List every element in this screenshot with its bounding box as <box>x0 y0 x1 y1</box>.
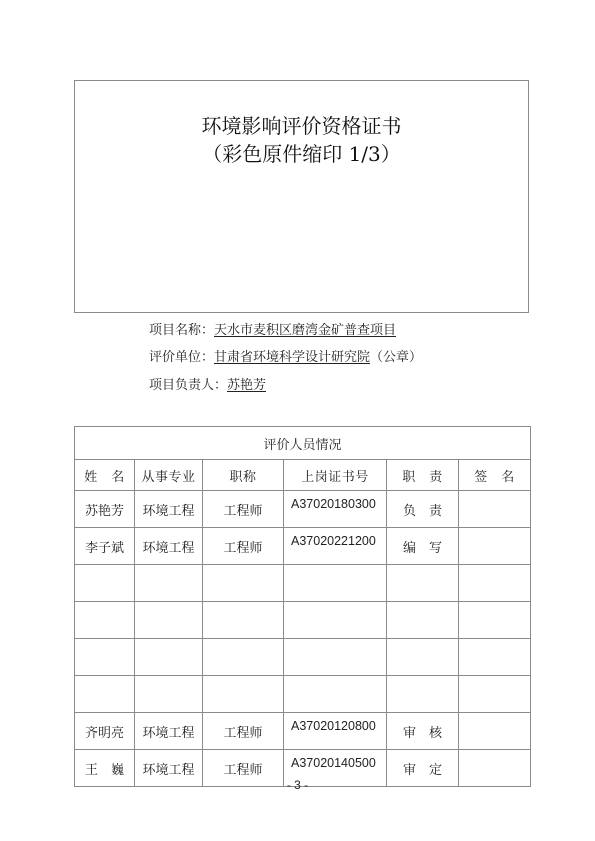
cell-duty <box>387 602 459 639</box>
header-certificate-no: 上岗证书号 <box>284 460 387 491</box>
cell-signature <box>459 528 531 565</box>
official-seal-note: （公章） <box>370 350 423 365</box>
header-signature: 签 名 <box>459 460 531 491</box>
cell-duty: 负 责 <box>387 491 459 528</box>
certificate-subtitle: （彩色原件缩印 1/3） <box>202 142 401 166</box>
cell-signature <box>459 676 531 713</box>
cell-specialty: 环境工程 <box>135 713 203 750</box>
cell-specialty <box>135 639 203 676</box>
cell-certificate-no <box>284 565 387 602</box>
cell-name <box>75 602 135 639</box>
cell-specialty: 环境工程 <box>135 528 203 565</box>
cell-name: 李子斌 <box>75 528 135 565</box>
cell-title <box>203 639 284 676</box>
page-number: - 3 - <box>286 778 309 792</box>
cell-duty <box>387 565 459 602</box>
evaluation-staff-table <box>74 426 531 787</box>
project-lead-label: 项目负责人： <box>149 378 228 393</box>
project-name-line <box>149 322 396 340</box>
project-name-label: 项目名称： <box>149 323 215 338</box>
cell-name <box>75 676 135 713</box>
project-lead-value: 苏艳芳 <box>227 378 267 393</box>
project-lead-line <box>149 377 266 395</box>
cell-title <box>203 602 284 639</box>
cell-title: 工程师 <box>203 713 284 750</box>
certificate-image-frame <box>74 80 529 313</box>
cell-specialty <box>135 565 203 602</box>
table-row <box>75 528 531 565</box>
table-caption: 评价人员情况 <box>75 427 531 460</box>
header-specialty: 从事专业 <box>135 460 203 491</box>
project-name-value: 天水市麦积区磨湾金矿普查项目 <box>214 323 397 338</box>
cell-name: 苏艳芳 <box>75 491 135 528</box>
cell-signature <box>459 713 531 750</box>
evaluation-unit-label: 评价单位： <box>149 350 215 365</box>
cell-certificate-no: A37020180300 <box>284 491 387 528</box>
cell-signature <box>459 602 531 639</box>
cell-specialty: 环境工程 <box>135 750 203 787</box>
cell-certificate-no: A37020221200 <box>284 528 387 565</box>
cell-signature <box>459 565 531 602</box>
table-row <box>75 491 531 528</box>
cell-certificate-no: A37020120800 <box>284 713 387 750</box>
table-header-row <box>75 460 531 491</box>
cell-title <box>203 676 284 713</box>
header-duty: 职 责 <box>387 460 459 491</box>
cell-name: 王 巍 <box>75 750 135 787</box>
cell-name <box>75 639 135 676</box>
evaluation-unit-line <box>149 349 422 367</box>
cell-title: 工程师 <box>203 750 284 787</box>
cell-signature <box>459 491 531 528</box>
header-name: 姓 名 <box>75 460 135 491</box>
table-row <box>75 676 531 713</box>
cell-title: 工程师 <box>203 491 284 528</box>
cell-certificate-no: A37020140500 <box>284 750 387 787</box>
cell-certificate-no <box>284 676 387 713</box>
cell-duty: 编 写 <box>387 528 459 565</box>
cell-duty <box>387 676 459 713</box>
cell-name <box>75 565 135 602</box>
cell-signature <box>459 639 531 676</box>
table-row <box>75 639 531 676</box>
table-row <box>75 565 531 602</box>
cell-specialty <box>135 602 203 639</box>
table-row <box>75 602 531 639</box>
cell-title: 工程师 <box>203 528 284 565</box>
cell-certificate-no <box>284 602 387 639</box>
certificate-title: 环境影响评价资格证书 <box>201 114 402 138</box>
cell-duty <box>387 639 459 676</box>
cell-title <box>203 565 284 602</box>
cell-duty: 审 核 <box>387 713 459 750</box>
header-title: 职称 <box>203 460 284 491</box>
cell-specialty: 环境工程 <box>135 491 203 528</box>
cell-certificate-no <box>284 639 387 676</box>
cell-specialty <box>135 676 203 713</box>
table-caption-row <box>75 427 531 460</box>
cell-duty: 审 定 <box>387 750 459 787</box>
evaluation-unit-value: 甘肃省环境科学设计研究院 <box>214 350 371 365</box>
table-row <box>75 713 531 750</box>
cell-name: 齐明亮 <box>75 713 135 750</box>
